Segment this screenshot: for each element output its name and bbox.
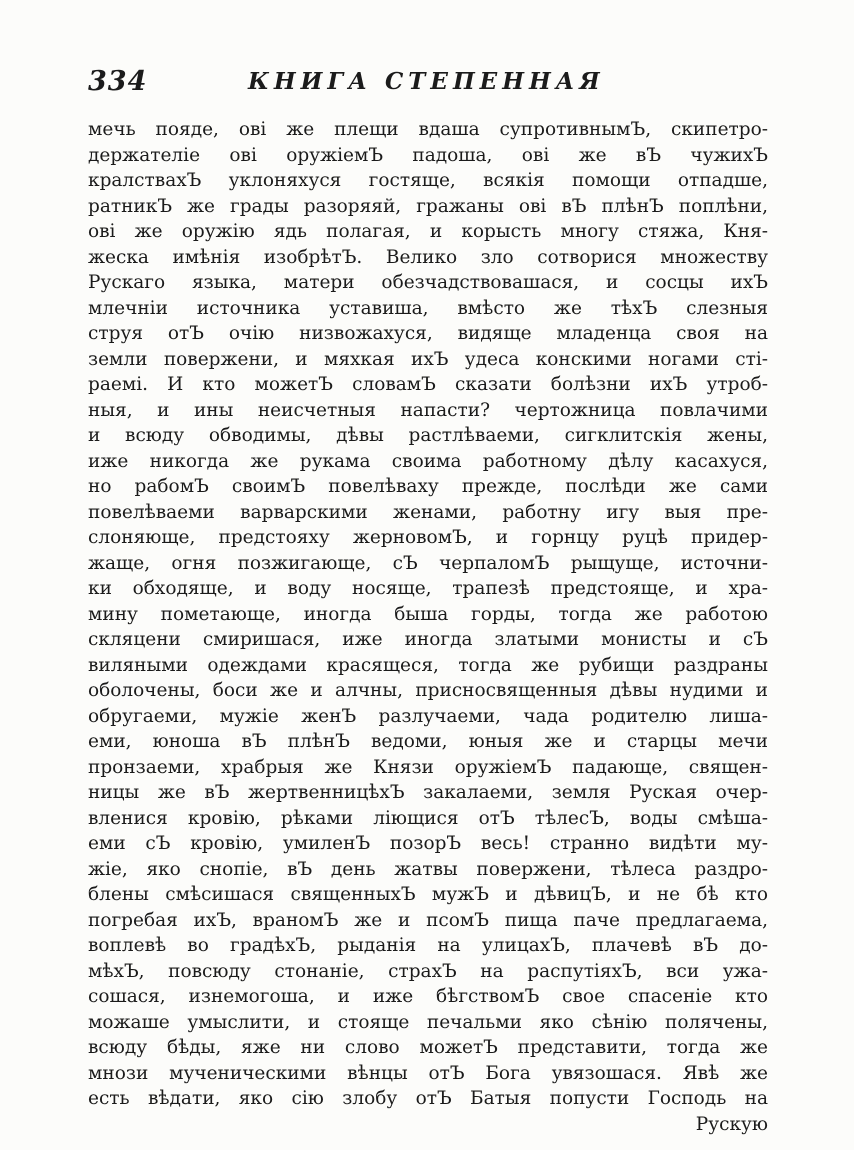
text-line: мѣхЪ, повсюду стонаніе, страхЪ на распутіяхЪ, вси ужа-: [88, 960, 768, 982]
text-line: вленися кровію, рѣками ліющися отЪ тѣлесЪ, воды смѣша-: [88, 807, 768, 829]
text-line: земли повержени, и мяхкая ихЪ удеса конскими ногами стi-: [88, 348, 768, 370]
text-line: раемі. И кто можетЪ словамЪ сказати болѣзни ихЪ утроб-: [88, 374, 768, 395]
text-line: можаше умыслити, и стояще печальми яко сѣнію полячены,: [88, 1011, 768, 1033]
text-line: жіе, яко снопіе, вЪ день жатвы повержени, тѣлеса раздро-: [88, 858, 768, 880]
text-line: ныя, и ины неисчетныя напасти? чертожница повлачими: [88, 399, 768, 421]
text-line: пронзаеми, храбрыя же Князи оружіемЪ падающе, священ-: [88, 756, 768, 778]
page-number: 334: [88, 66, 148, 97]
text-line: сошася, изнемогоша, и иже бѣгствомЪ свое спасеніе кто: [88, 986, 768, 1007]
text-line: ові же оружію ядь полагая, и корысть многу стяжа, Кня-: [88, 221, 768, 242]
body-text: [88, 117, 768, 1137]
text-line: виляными одеждами красящеся, тогда же рубищи раздраны: [88, 654, 768, 676]
text-line: жаще, огня позжигающе, сЪ черпаломЪ рыщуще, источни-: [88, 552, 768, 574]
running-title: КНИГА СТЕПЕННАЯ: [248, 68, 605, 95]
catchword: Рускую: [695, 1113, 768, 1135]
text-line: мину пометающе, иногда быша горды, тогда же работою: [88, 603, 768, 625]
text-line: воплевѣ во градѣхЪ, рыданія на улицахЪ, плачевѣ вЪ до-: [88, 935, 768, 956]
text-line: струя отЪ очію низвожахуся, видяще младенца своя на: [88, 323, 768, 344]
text-line: еми, юноша вЪ плѣнЪ ведоми, юныя же и старцы мечи: [88, 731, 768, 752]
text-line: блены смѣсишася священныхЪ мужЪ и дѣвицЪ, и не бѣ кто: [88, 884, 768, 905]
text-line: скляцени смиришася, иже иногда златыми монисты и сЪ: [88, 629, 768, 650]
text-line: обругаеми, мужіе женЪ разлучаеми, чада родителю лишa-: [88, 705, 768, 727]
text-line: погребая ихЪ, враномЪ же и псомЪ пища паче предлагаема,: [88, 909, 768, 931]
text-line: Рускаго языка, матери обезчадствовашася, и сосцы ихЪ: [88, 272, 768, 293]
text-line: кралствахЪ уклоняхуся гостяще, всякія помощи отпадше,: [88, 170, 768, 191]
page-header: [88, 66, 778, 106]
text-line: слоняюще, предстояху жерновомЪ, и горнцу руцѣ придер-: [88, 527, 768, 548]
text-line: мечь пояде, ові же плещи вдаша супротивнымЪ, скипетро-: [88, 119, 768, 140]
text-line: млечніи источника уставиша, вмѣсто же тѣхЪ слезныя: [88, 297, 768, 319]
text-line: держателіе ові оружіемЪ падоша, ові же вЪ чужихЪ: [88, 144, 768, 166]
text-line: оболочены, боси же и алчны, присносвященныя дѣвы нудими и: [88, 680, 768, 701]
text-line: жеска имѣнія изобрѣтЪ. Велико зло сотворися множеству: [88, 246, 768, 268]
text-line: повелѣваеми варварскими женами, работну игу выя пре-: [88, 501, 768, 523]
text-line: мнози мученическими вѣнцы отЪ Бога увязошася. Явѣ же: [88, 1062, 768, 1084]
text-line: ки обходяще, и воду носяще, трапезѣ предстояще, и хра-: [88, 578, 768, 599]
text-line: всюду бѣды, яже ни слово можетЪ предстaвити, тогда же: [88, 1037, 768, 1058]
text-line: и всюду обводимы, дѣвы растлѣваеми, сигклитскія жены,: [88, 425, 768, 446]
text-line: иже никогда же рукама своима работному дѣлу касахуся,: [88, 450, 768, 472]
text-line: но рабомЪ своимЪ повелѣваху прежде, послѣди же сами: [88, 476, 768, 497]
text-line: ницы же вЪ жертвенницѣхЪ закалаеми, земля Руская очер-: [88, 782, 768, 803]
text-line: есть вѣдати, яко сію злобу отЪ Батыя попусти Господь на: [88, 1088, 768, 1109]
text-line: ратникЪ же грады разоряяй, гражаны ові вЪ плѣнЪ поплѣни,: [88, 195, 768, 217]
text-line: еми сЪ кровію, умиленЪ позорЪ весь! странно видѣти му-: [88, 833, 768, 854]
